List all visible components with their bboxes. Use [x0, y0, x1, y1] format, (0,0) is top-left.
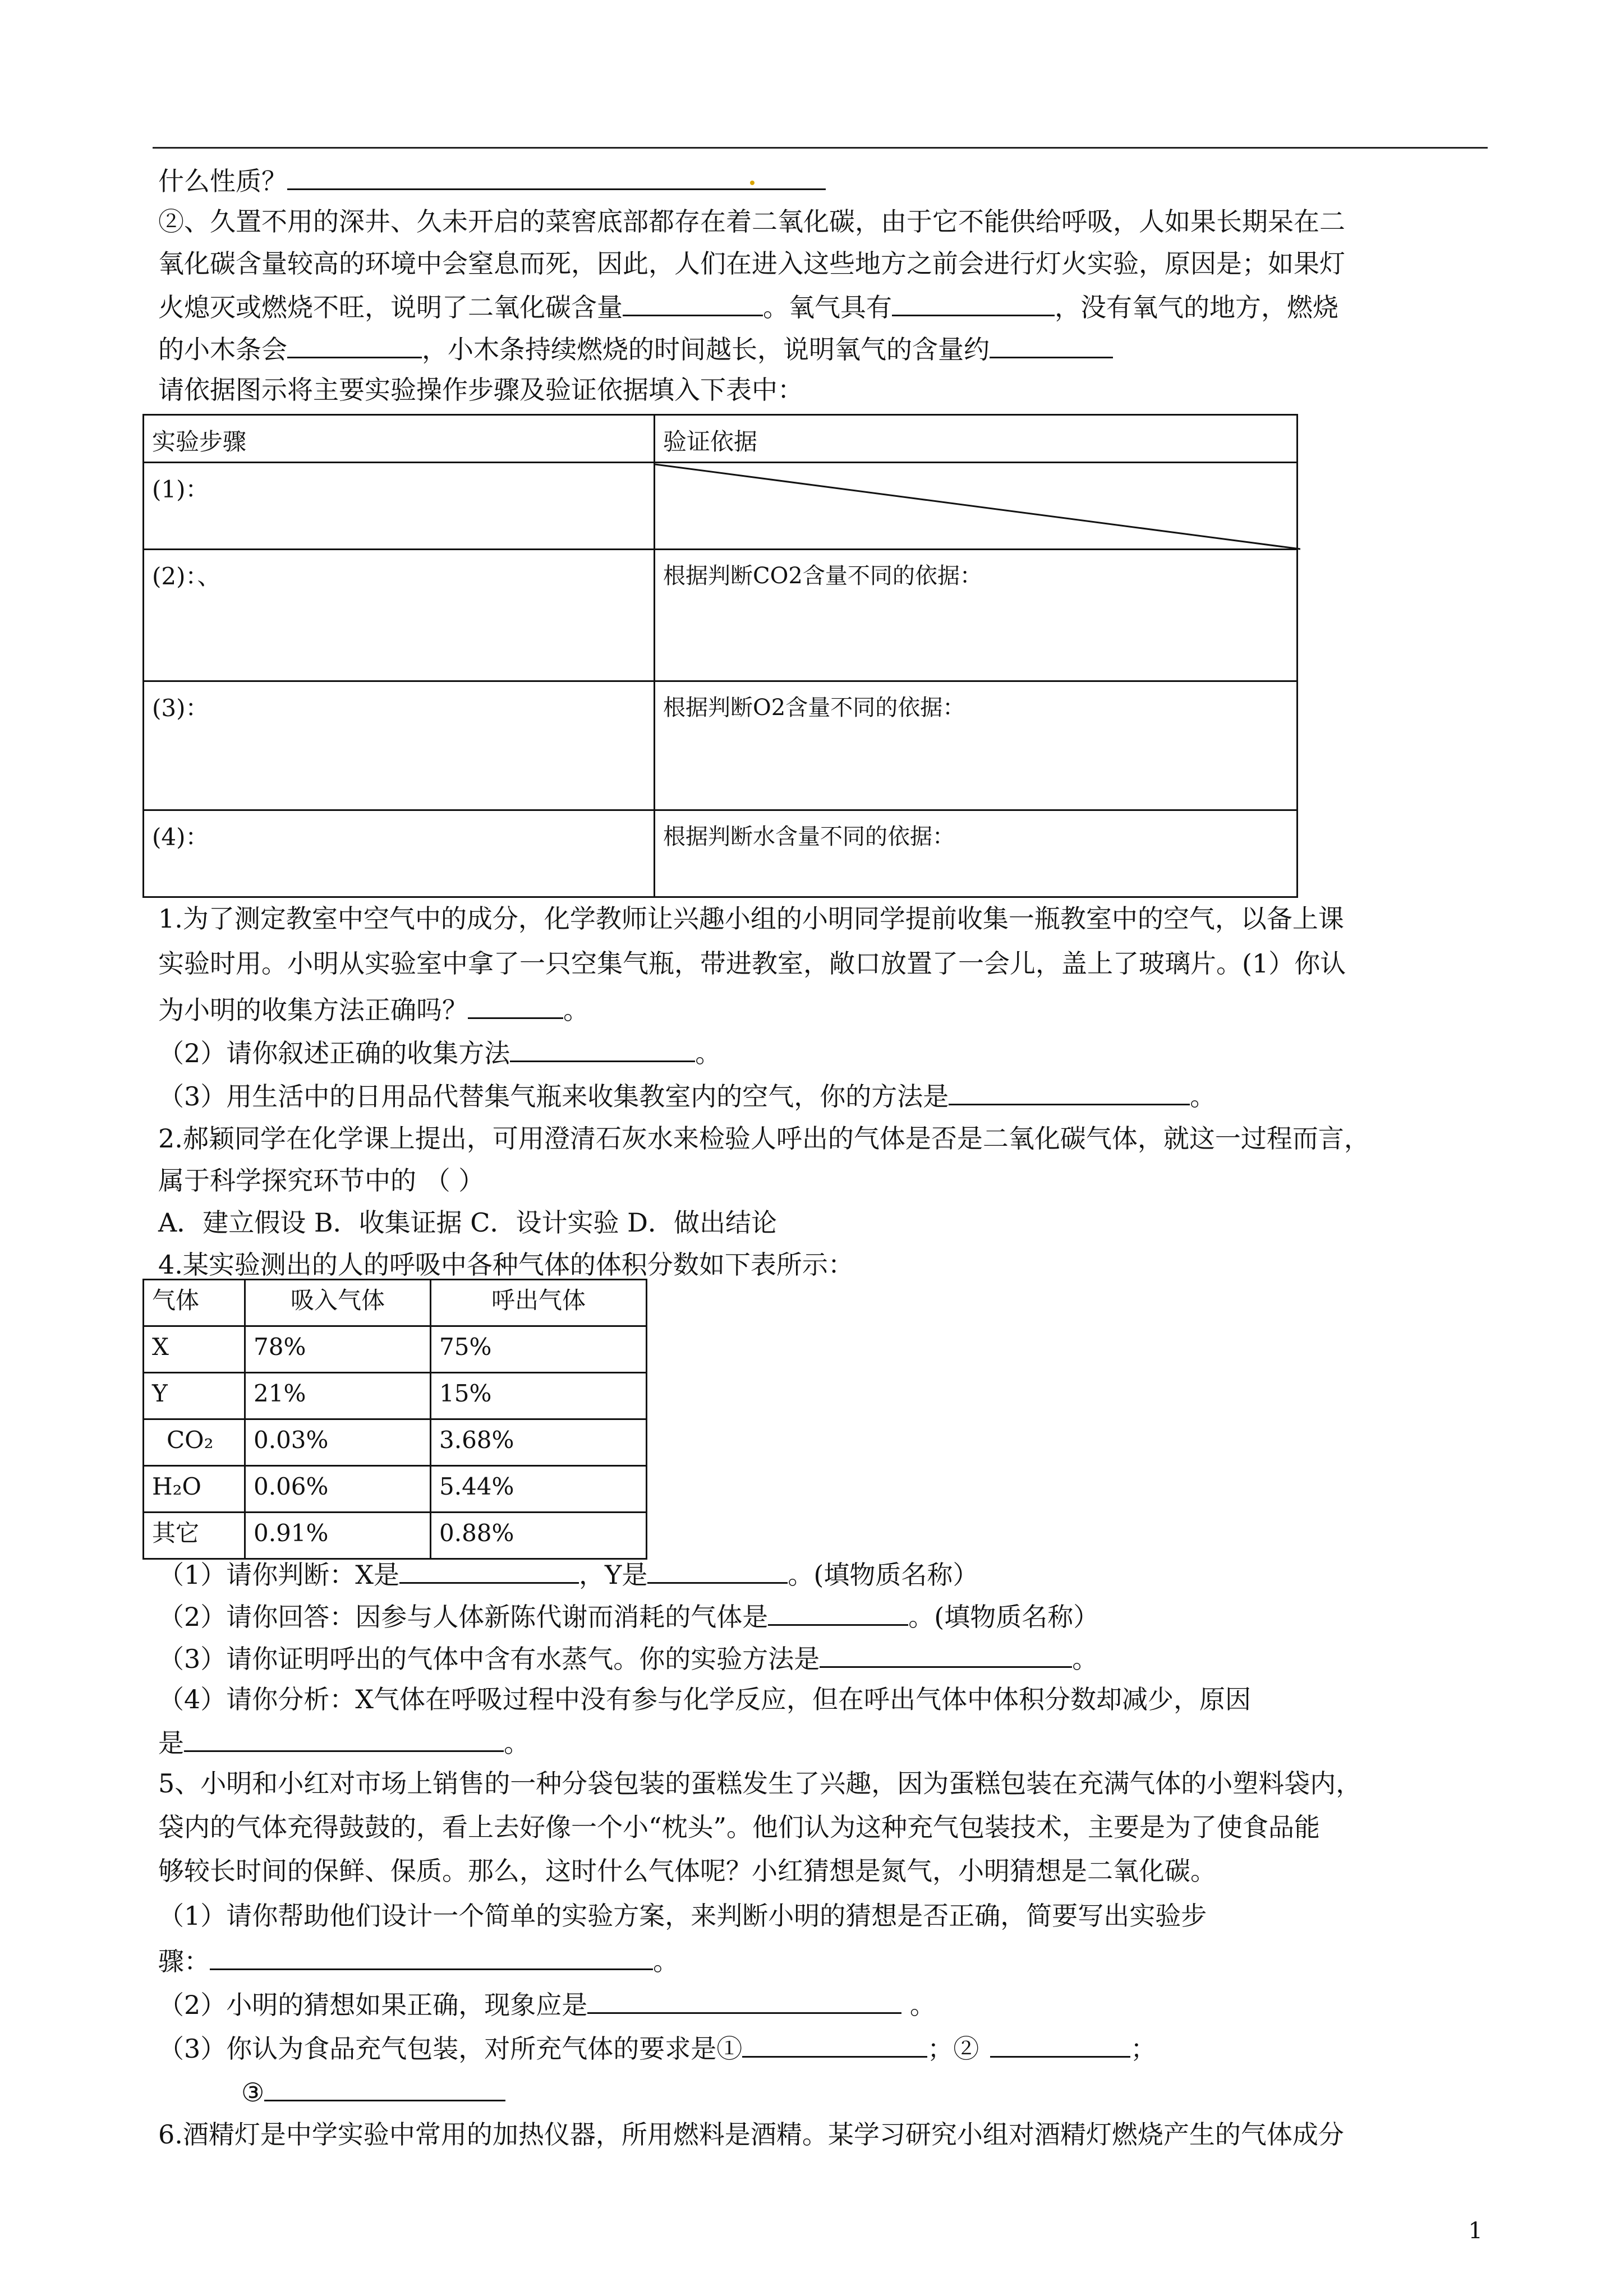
header-steps: 实验步骤 [144, 415, 655, 463]
text: 骤： [158, 1946, 210, 1976]
text: （2）小明的猜想如果正确，现象应是 [158, 1990, 588, 2020]
answer-blank[interactable] [742, 2030, 927, 2058]
answer-blank[interactable] [587, 1986, 901, 2014]
q2-options[interactable]: A．建立假设 B．收集证据 C．设计实验 D．做出结论 [158, 1207, 777, 1238]
gas-name: H₂O [144, 1466, 245, 1513]
text: 是 [158, 1728, 184, 1758]
basis-2[interactable]: 根据判断CO2含量不同的依据： [655, 550, 1298, 681]
col-header-inhaled: 吸入气体 [245, 1280, 431, 1326]
text: （2）请你回答：因参与人体新陈代谢而消耗的气体是 [158, 1602, 769, 1632]
inhaled-value: 78% [245, 1326, 431, 1373]
gas-name: CO₂ [144, 1419, 245, 1466]
page-number: 1 [1468, 2218, 1483, 2244]
q5-part-1: （1）请你帮助他们设计一个简单的实验方案，来判断小明的猜想是否正确，简要写出实验步 [158, 1901, 1207, 1931]
answer-blank[interactable] [210, 1943, 653, 1970]
q5-line-1: 5、小明和小红对市场上销售的一种分袋包装的蛋糕发生了兴趣，因为蛋糕包装在充满气体的小塑料袋内， [158, 1768, 1362, 1799]
step-1[interactable]: (1)： [144, 463, 655, 550]
q4-intro: 4.某实验测出的人的呼吸中各种气体的体积分数如下表所示： [158, 1250, 854, 1280]
inhaled-value: 0.03% [245, 1419, 431, 1466]
gas-name: Y [144, 1373, 245, 1419]
text: 的小木条会 [158, 334, 287, 365]
header-rule [153, 147, 1488, 149]
line-oxygen [158, 331, 1113, 366]
inhaled-value: 21% [245, 1373, 431, 1419]
q1-line-2: 实验时用。小明从实验室中拿了一只空集气瓶，带进教室，敞口放置了一会儿，盖上了玻璃片。(1）你认 [158, 948, 1346, 979]
answer-blank[interactable] [184, 1725, 504, 1752]
col-header-gas: 气体 [144, 1280, 245, 1326]
step-4[interactable]: (4)： [144, 810, 655, 897]
q4-part-3 [158, 1640, 1098, 1676]
text: 。 [653, 1946, 679, 1976]
exhaled-value: 0.88% [431, 1513, 647, 1559]
q2-line-2: 属于科学探究环节中的 （ ） [158, 1165, 485, 1196]
col-header-exhaled: 呼出气体 [431, 1280, 647, 1326]
answer-blank[interactable] [647, 1556, 788, 1584]
text: （1）请你判断：X是 [158, 1560, 400, 1590]
answer-blank[interactable] [990, 331, 1113, 358]
exhaled-value: 15% [431, 1373, 647, 1419]
text: 。 [1072, 1644, 1098, 1674]
text: 。(填物质名称） [788, 1560, 979, 1590]
text: ； [1130, 2034, 1157, 2064]
q1-line-3 [158, 992, 589, 1027]
text: （3）用生活中的日用品代替集气瓶来收集教室内的空气，你的方法是 [158, 1081, 949, 1112]
inhaled-value: 0.91% [245, 1513, 431, 1559]
q5-part-3 [158, 2030, 1156, 2066]
answer-blank[interactable] [468, 992, 563, 1019]
answer-blank[interactable] [892, 289, 1055, 316]
q5-part-2 [158, 1986, 936, 2022]
text: 。氧气具有 [763, 292, 892, 322]
q1-line-4 [158, 1035, 721, 1070]
line-co2-content [158, 289, 1338, 324]
exhaled-value: 75% [431, 1326, 647, 1373]
q2-line-1: 2.郝颖同学在化学课上提出，可用澄清石灰水来检验人呼出的气体是否是二氧化碳气体，就这一过程而言， [158, 1123, 1370, 1154]
text: （3）你认为食品充气包装，对所充气体的要求是① [158, 2034, 743, 2064]
exhaled-value: 5.44% [431, 1466, 647, 1513]
text: 。 [504, 1728, 530, 1758]
q4-part-2 [158, 1598, 1099, 1634]
text: ，小木条持续燃烧的时间越长，说明氧气的含量约 [422, 334, 990, 365]
diagonal-line [655, 463, 1300, 550]
text: ，没有氧气的地方，燃烧 [1055, 292, 1338, 322]
q4-part-4-answer [158, 1725, 530, 1760]
text: ，Y是 [579, 1560, 648, 1590]
q4-part-4: （4）请你分析：X气体在呼吸过程中没有参与化学反应，但在呼出气体中体积分数却减少，原因 [158, 1684, 1252, 1714]
answer-blank[interactable] [990, 2030, 1130, 2058]
answer-blank[interactable] [949, 1078, 1190, 1105]
basis-1-crossed [655, 463, 1298, 550]
answer-blank[interactable] [287, 331, 422, 358]
q6-line-1: 6.酒精灯是中学实验中常用的加热仪器，所用燃料是酒精。某学习研究小组对酒精灯燃烧产生的气体成分 [158, 2119, 1344, 2150]
q5-part-3b [241, 2074, 505, 2109]
text: 。 [1190, 1081, 1216, 1112]
text: （3）请你证明呼出的气体中含有水蒸气。你的实验方法是 [158, 1644, 820, 1674]
text: ；② [927, 2034, 979, 2064]
q1-line-1: 1.为了测定教室中空气中的成分，化学教师让兴趣小组的小明同学提前收集一瓶教室中的空气，以备上课 [158, 903, 1344, 934]
q5-line-3: 够较长时间的保鲜、保质。那么，这时什么气体呢？小红猜想是氮气，小明猜想是二氧化碳。 [158, 1856, 1216, 1886]
line-property [158, 163, 826, 198]
answer-blank[interactable] [287, 163, 826, 190]
line-table-instruction: 请依据图示将主要实验操作步骤及验证依据填入下表中： [158, 375, 803, 405]
text: 。 [901, 1990, 936, 2020]
gas-name: 其它 [144, 1513, 245, 1559]
step-3[interactable]: (3)： [144, 681, 655, 810]
q5-line-2: 袋内的气体充得鼓鼓的，看上去好像一个小“枕头”。他们认为这种充气包装技术，主要是为了使食品能 [158, 1812, 1321, 1842]
answer-blank[interactable] [623, 289, 763, 316]
text: 。 [695, 1038, 721, 1068]
line-intro: ②、久置不用的深井、久未开启的菜窖底部都存在着二氧化碳，由于它不能供给呼吸，人如果长期呆在二 [158, 206, 1345, 237]
line-intro-2: 氧化碳含量较高的环境中会窒息而死，因此，人们在进入这些地方之前会进行灯火实验，原因是；如果灯 [158, 248, 1345, 279]
text: 为小明的收集方法正确吗？ [158, 995, 468, 1025]
basis-3[interactable]: 根据判断O2含量不同的依据： [655, 681, 1298, 810]
text: 。 [563, 995, 589, 1025]
answer-blank[interactable] [399, 1556, 579, 1584]
text: 火熄灭或燃烧不旺，说明了二氧化碳含量 [158, 292, 623, 322]
q1-line-5 [158, 1078, 1216, 1113]
step-2[interactable]: (2)：、 [144, 550, 655, 681]
answer-blank[interactable] [510, 1035, 695, 1062]
q5-part-1-answer [158, 1943, 679, 1978]
text: ③ [241, 2077, 265, 2108]
breath-gas-table [142, 1279, 647, 1560]
answer-blank[interactable] [768, 1598, 908, 1626]
text: 。(填物质名称） [908, 1602, 1099, 1632]
basis-4[interactable]: 根据判断水含量不同的依据： [655, 810, 1298, 897]
text: （2）请你叙述正确的收集方法 [158, 1038, 510, 1068]
exhaled-value: 3.68% [431, 1419, 647, 1466]
answer-blank[interactable] [264, 2074, 505, 2101]
gas-name: X [144, 1326, 245, 1373]
inhaled-value: 0.06% [245, 1466, 431, 1513]
text: 什么性质？ [158, 166, 287, 196]
answer-blank[interactable] [820, 1640, 1072, 1668]
header-basis: 验证依据 [655, 415, 1298, 463]
q4-part-1 [158, 1556, 978, 1592]
experiment-table [142, 414, 1298, 898]
